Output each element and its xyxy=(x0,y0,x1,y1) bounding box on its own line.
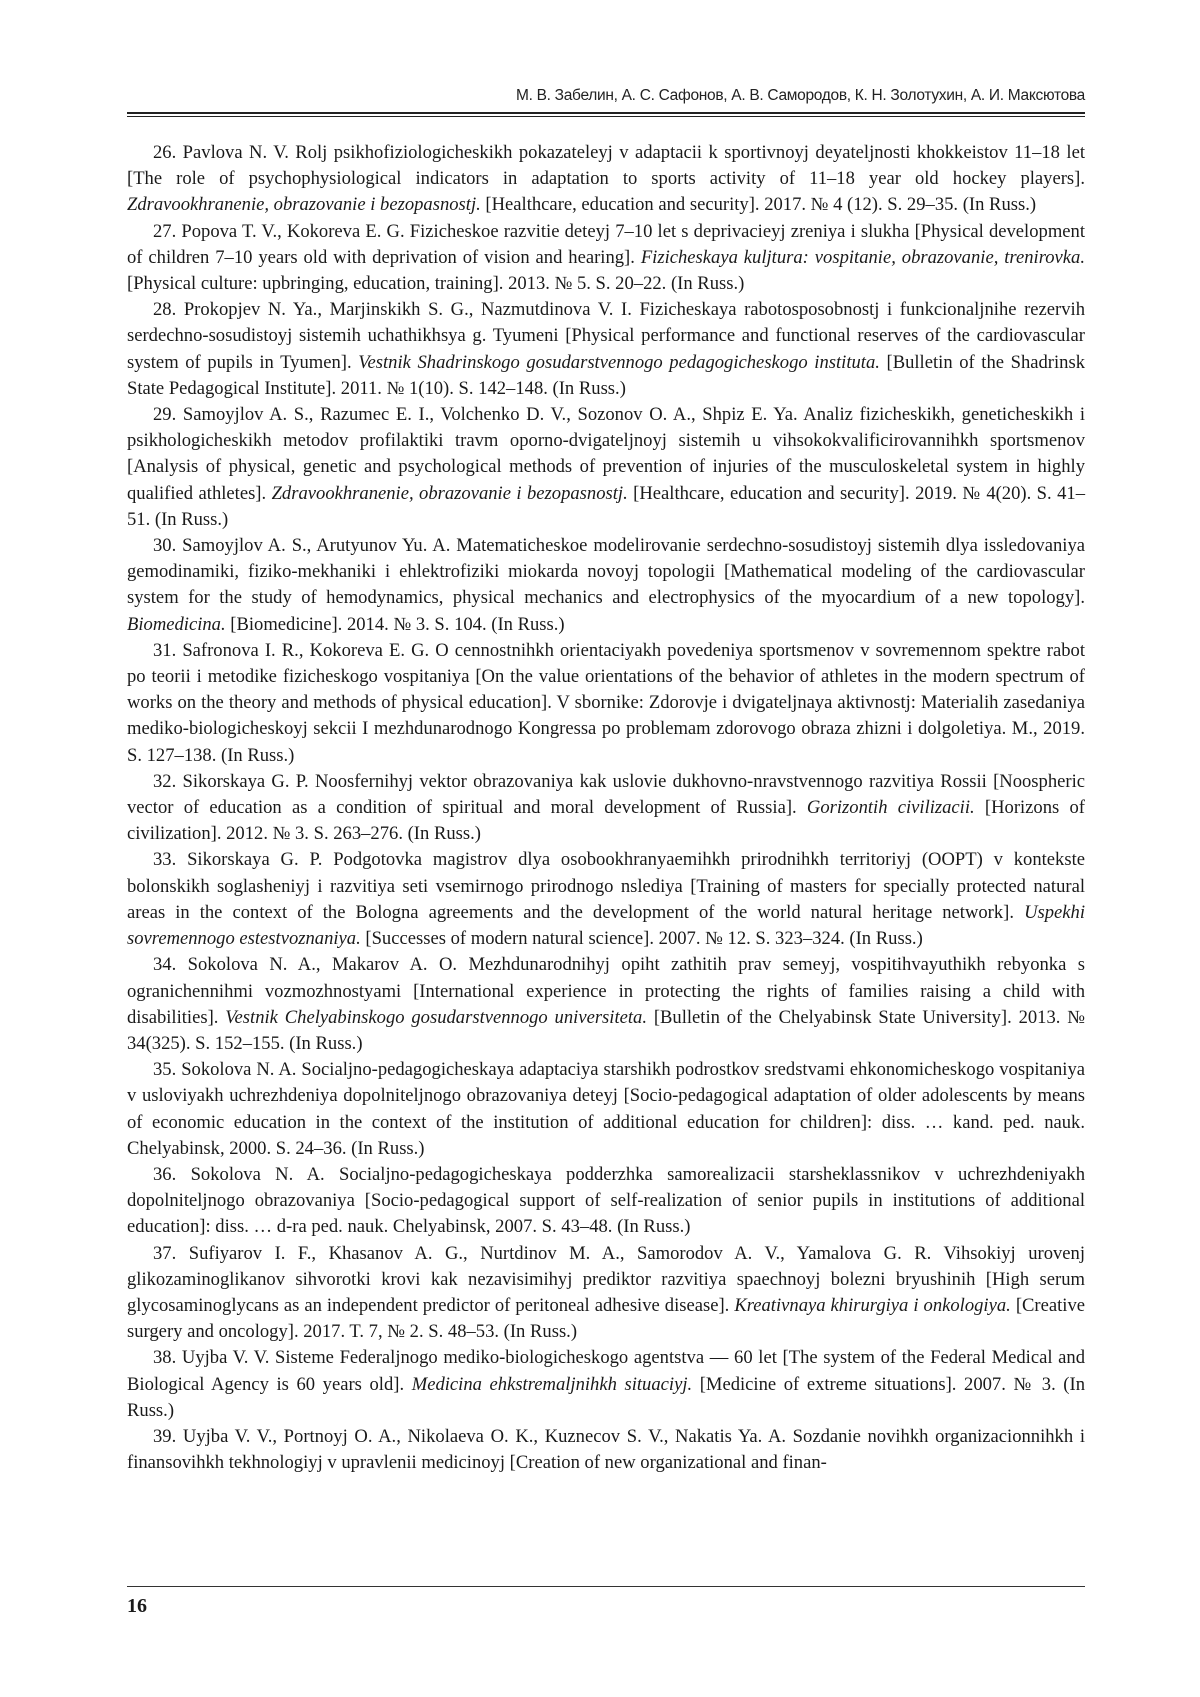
reference-text: 29. Samoyjlov A. S., Razumec E. I., Volchenko D. V., Sozonov O. A., Shpiz E. Ya. Analiz fizicheskikh, geneticheskikh i psikhologicheskikh metodov profilaktiki travm oporno-dvigateljnoyj sistemih u vihsokokvalificirovannihkh sportsmenov [Analysis of physical, genetic and psychological methods of prevention of injuries of the musculoskeletal system in highly qualified athletes]. xyxy=(127,404,1085,504)
reference-details: [Healthcare, education and security]. 2017. № 4 (12). S. 29–35. (In Russ.) xyxy=(480,194,1037,216)
reference-entry xyxy=(127,769,1085,848)
reference-text: 30. Samoyjlov A. S., Arutyunov Yu. A. Matematicheskoe modelirovanie serdechno-sosudistoyj sistemih dlya issledovaniya gemodinamiki, fiziko-mekhaniki i ehlektrofiziki miokarda novoyj topologii [Mathematical modeling of the cardiovascular system for the study of hemodynamics, physical mechanics and electrophysics of the myocardium of a new topology]. xyxy=(127,535,1085,609)
reference-entry xyxy=(127,1241,1085,1346)
footer-rule xyxy=(127,1586,1085,1587)
reference-text: 36. Sokolova N. A. Socialjno-pedagogicheskaya podderzhka samorealizacii starsheklassnikov v uchrezhdeniyakh dopolniteljnogo obrazovaniya [Socio-pedagogical support of self-realization of senior pupils in institutions of additional education]: diss. … d-ra ped. nauk. Chelyabinsk, 2007. S. 43–48. (In Russ.) xyxy=(127,1163,1085,1238)
reference-details: [Horizons of civilization]. 2012. № 3. S. 263–276. (In Russ.) xyxy=(127,797,1085,845)
journal-title: Fizicheskaya kuljtura: vospitanie, obrazovanie, trenirovka. xyxy=(640,246,1085,268)
header-rule-thick xyxy=(127,112,1085,114)
reference-text: 35. Sokolova N. A. Socialjno-pedagogicheskaya adaptaciya starshikh podrostkov sredstvami ehkonomicheskogo vospitaniya v usloviyakh uchrezhdeniya dopolniteljnogo obrazovaniya deteyj [Socio-pedagogical adaptation of older adolescents by means of economic education in the context of the institution of additional education for children]: diss. … kand. ped. nauk. Chelyabinsk, 2000. S. 24–36. (In Russ.) xyxy=(127,1059,1085,1159)
reference-entry xyxy=(127,1424,1085,1476)
reference-text: 32. Sikorskaya G. P. Noosfernihyj vektor obrazovaniya kak uslovie dukhovno-nravstvennogo razvitiya Rossii [Noospheric vector of education as a condition of spiritual and moral development of Russia]. xyxy=(127,770,1085,819)
journal-title: Kreativnaya khirurgiya i onkologiya. xyxy=(734,1294,1011,1316)
reference-text: 33. Sikorskaya G. P. Podgotovka magistrov dlya osobookhranyaemihkh prirodnihkh territoriyj (OOPT) v kontekste bolonskikh soglasheniyj i razvitiya seti vsemirnogo prirodnogo nslediya [Training of masters for specially protected natural areas in the context of the Bologna agreements and the development of the world natural heritage network]. xyxy=(127,849,1085,923)
reference-details: [Healthcare, education and security]. 2019. № 4(20). S. 41–51. (In Russ.) xyxy=(127,482,1085,530)
journal-title: Zdravookhranenie, obrazovanie i bezopasnostj. xyxy=(271,482,628,504)
reference-entry xyxy=(127,1057,1085,1162)
reference-entry xyxy=(127,1162,1085,1241)
journal-title: Gorizontih civilizacii. xyxy=(806,797,975,819)
reference-text: 38. Uyjba V. V. Sisteme Federaljnogo mediko-biologicheskogo agentstva — 60 let [The system of the Federal Medical and Biological Agency is 60 years old]. xyxy=(127,1347,1085,1395)
reference-entry xyxy=(127,219,1085,298)
reference-text: 26. Pavlova N. V. Rolj psikhofiziologicheskikh pokazateleyj v adaptacii k sportivnoyj deyateljnosti khokkeistov 11–18 let [The role of psychophysiological indicators in adaptation to sports activity of 11–18 year old hockey players]. xyxy=(127,142,1085,190)
reference-details: [Biomedicine]. 2014. № 3. S. 104. (In Russ.) xyxy=(225,613,565,635)
reference-text: 34. Sokolova N. A., Makarov A. O. Mezhdunarodnihyj opiht zathitih prav semeyj, vospitihvayuthikh rebyonka s ogranichennihmi vozmozhnostyami [International experience in protecting the rights of families raising a child with disabilities]. xyxy=(127,954,1085,1028)
journal-title: Vestnik Chelyabinskogo gosudarstvennogo universiteta. xyxy=(225,1006,647,1028)
reference-text: 31. Safronova I. R., Kokoreva E. G. O cennostnihkh orientaciyakh povedeniya sportsmenov v sovremennom spektre rabot po teorii i metodike fizicheskogo vospitaniya [On the value orientations of the behavior of athletes in the modern spectrum of works on the theory and methods of physical education]. V sbornike: Zdorovje i dvigateljnaya aktivnostj: Materialih zasedaniya mediko-biologicheskoyj sekcii I mezhdunarodnogo Kongressa po problemam zdorovogo obraza zhizni i dolgoletiya. M., 2019. S. 127–138. (In Russ.) xyxy=(127,639,1085,766)
reference-entry xyxy=(127,402,1085,533)
reference-text: 28. Prokopjev N. Ya., Marjinskikh S. G., Nazmutdinova V. I. Fizicheskaya rabotosposobnostj i funkcionaljnihe rezervih serdechno-sosudistoyj sistemih uchathikhsya g. Tyumeni [Physical performance and functional reserves of the cardiovascular system of pupils in Tyumen]. xyxy=(127,299,1085,373)
reference-entry xyxy=(127,297,1085,402)
journal-title: Biomedicina. xyxy=(127,613,226,635)
reference-details: [Physical culture: upbringing, education, training]. 2013. № 5. S. 20–22. (In Russ.) xyxy=(127,273,745,295)
reference-text: 37. Sufiyarov I. F., Khasanov A. G., Nurtdinov M. A., Samorodov A. V., Yamalova G. R. Vihsokiyj urovenj glikozaminoglikanov sihvorotki krovi kak nezavisimihyj prediktor razvitiya spaechnoyj bolezni bryushinih [High serum glycosaminoglycans as an independent predictor of peritoneal adhesive disease]. xyxy=(127,1242,1085,1316)
journal-title: Uspekhi sovremennogo estestvoznaniya. xyxy=(127,901,1085,950)
reference-list xyxy=(127,140,1085,1476)
reference-entry xyxy=(127,952,1085,1057)
journal-title: Zdravookhranenie, obrazovanie i bezopasnostj. xyxy=(127,194,481,216)
reference-entry xyxy=(127,533,1085,638)
journal-title: Vestnik Shadrinskogo gosudarstvennogo pedagogicheskogo instituta. xyxy=(358,351,880,373)
reference-details: [Creative surgery and oncology]. 2017. T. 7, № 2. S. 48–53. (In Russ.) xyxy=(127,1294,1085,1343)
running-header-authors: М. В. Забелин, А. С. Сафонов, А. В. Самородов, К. Н. Золотухин, А. И. Максютова xyxy=(516,87,1085,104)
journal-title: Medicina ehkstremaljnihkh situaciyj. xyxy=(411,1373,693,1395)
reference-entry xyxy=(127,1345,1085,1424)
header-rule-thin xyxy=(127,116,1085,117)
reference-details: [Bulletin of the Chelyabinsk State University]. 2013. № 34(325). S. 152–155. (In Russ.) xyxy=(127,1006,1085,1054)
reference-text: 39. Uyjba V. V., Portnoyj O. A., Nikolaeva O. K., Kuznecov S. V., Nakatis Ya. A. Sozdanie novihkh organizacionnihkh i finansovihkh tekhnologiyj v upravlenii medicinoyj [Creation of new organizational and finan- xyxy=(127,1425,1085,1474)
reference-details: [Medicine of extreme situations]. 2007. № 3. (In Russ.) xyxy=(127,1373,1085,1421)
reference-details: [Bulletin of the Shadrinsk State Pedagogical Institute]. 2011. № 1(10). S. 142–148. (In Russ.) xyxy=(127,351,1085,399)
reference-entry xyxy=(127,638,1085,769)
reference-details: [Successes of modern natural science]. 2007. № 12. S. 323–324. (In Russ.) xyxy=(360,928,923,950)
reference-text: 27. Popova T. V., Kokoreva E. G. Fizicheskoe razvitie deteyj 7–10 let s deprivacieyj zreniya i slukha [Physical development of children 7–10 years old with deprivation of vision and hearing]. xyxy=(127,220,1085,268)
reference-entry xyxy=(127,847,1085,952)
reference-entry xyxy=(127,140,1085,219)
page-number: 16 xyxy=(127,1595,147,1617)
